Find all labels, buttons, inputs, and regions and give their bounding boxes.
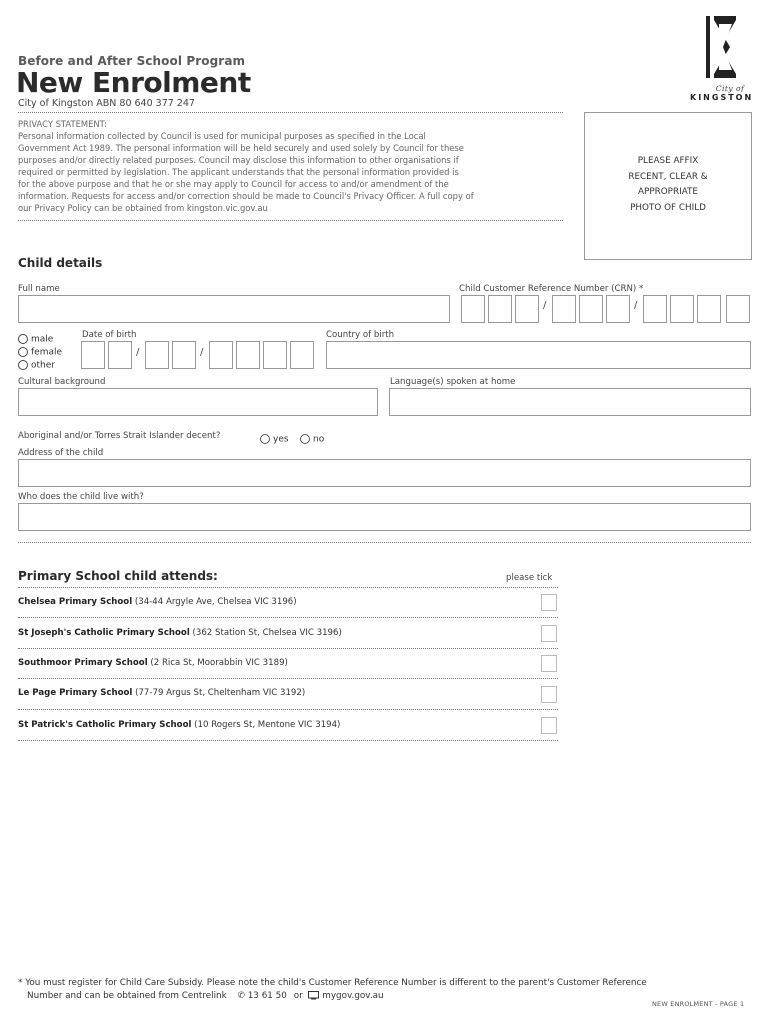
crn-digit-field[interactable] — [552, 295, 576, 323]
phone-number: 13 61 50 — [247, 991, 287, 1001]
gender-option-male[interactable]: male — [18, 329, 53, 348]
dob-digit-field[interactable] — [290, 341, 314, 369]
dob-digit-field[interactable] — [172, 341, 196, 369]
cultural-label: Cultural background — [18, 377, 106, 387]
lives-with-label: Who does the child live with? — [18, 492, 144, 502]
page-title: New Enrolment — [16, 66, 251, 99]
privacy-line: Personal information collected by Council is used for municipal purposes as specified in the Local — [18, 131, 426, 141]
crn-label: Child Customer Reference Number (CRN) * — [459, 284, 644, 294]
divider — [18, 617, 558, 618]
phone-icon: ✆ — [237, 991, 245, 1001]
crn-digit-field[interactable] — [643, 295, 667, 323]
page-number: NEW ENROLMENT - PAGE 1 — [652, 1000, 745, 1008]
program-name: Before and After School Program — [18, 54, 246, 68]
full-name-field[interactable] — [18, 295, 450, 323]
languages-field[interactable] — [389, 388, 751, 416]
footnote-line: Number and can be obtained from Centrelink ✆ 13 61 50 or mygov.gov.au — [27, 991, 384, 1001]
crn-separator: / — [543, 300, 547, 311]
school-tick-checkbox[interactable] — [541, 717, 557, 734]
dob-label: Date of birth — [82, 330, 137, 340]
dob-digit-field[interactable] — [236, 341, 260, 369]
privacy-line: purposes and/or directly related purposes. Council may disclose this information to other organisations if — [18, 155, 459, 165]
school-item: Chelsea Primary School (34-44 Argyle Ave, Chelsea VIC 3196) — [18, 597, 297, 607]
school-item: St Joseph's Catholic Primary School (362 Station St, Chelsea VIC 3196) — [18, 628, 342, 638]
divider — [18, 709, 558, 710]
full-name-label: Full name — [18, 284, 60, 294]
council-abn: City of Kingston ABN 80 640 377 247 — [18, 98, 195, 109]
dob-digit-field[interactable] — [108, 341, 132, 369]
divider — [18, 112, 563, 113]
photo-box — [584, 112, 752, 260]
dob-digit-field[interactable] — [145, 341, 169, 369]
dob-separator: / — [136, 347, 140, 358]
photo-instruction-line: PLEASE AFFIX — [637, 156, 699, 166]
divider — [18, 648, 558, 649]
divider — [18, 587, 558, 588]
dob-digit-field[interactable] — [81, 341, 105, 369]
cultural-background-field[interactable] — [18, 388, 378, 416]
address-field[interactable] — [18, 459, 751, 487]
radio-icon[interactable] — [300, 434, 310, 444]
languages-label: Language(s) spoken at home — [390, 377, 516, 387]
child-details-heading: Child details — [18, 256, 103, 270]
gender-option-other[interactable]: other — [18, 355, 55, 374]
crn-digit-field[interactable] — [488, 295, 512, 323]
school-item: St Patrick's Catholic Primary School (10 Rogers St, Mentone VIC 3194) — [18, 720, 341, 730]
divider — [18, 542, 751, 543]
country-of-birth-field[interactable] — [326, 341, 751, 369]
computer-icon — [308, 991, 319, 1000]
footnote-line: * You must register for Child Care Subsidy. Please note the child's Customer Reference Number is different to the parent's Customer Reference — [18, 978, 647, 988]
radio-icon[interactable] — [18, 360, 28, 370]
divider — [18, 220, 563, 221]
school-item: Southmoor Primary School (2 Rica St, Moorabbin VIC 3189) — [18, 658, 288, 668]
country-label: Country of birth — [326, 330, 395, 340]
crn-digit-field[interactable] — [606, 295, 630, 323]
school-tick-checkbox[interactable] — [541, 686, 557, 703]
gender-option-female[interactable]: female — [18, 342, 62, 361]
school-tick-checkbox[interactable] — [541, 594, 557, 611]
please-tick-label: please tick — [506, 573, 553, 583]
address-label: Address of the child — [18, 448, 104, 458]
school-tick-checkbox[interactable] — [541, 625, 557, 642]
radio-icon[interactable] — [260, 434, 270, 444]
dob-digit-field[interactable] — [263, 341, 287, 369]
crn-separator: / — [634, 300, 638, 311]
school-item: Le Page Primary School (77-79 Argus St, Cheltenham VIC 3192) — [18, 688, 306, 698]
privacy-line: required or permitted by legislation. The applicant understands that the personal information provided is — [18, 167, 459, 177]
aboriginal-no-option[interactable]: no — [300, 429, 324, 448]
privacy-heading: PRIVACY STATEMENT: — [18, 119, 107, 129]
crn-digit-field[interactable] — [515, 295, 539, 323]
dob-separator: / — [200, 347, 204, 358]
aboriginal-yes-option[interactable]: yes — [260, 429, 289, 448]
divider — [18, 678, 558, 679]
crn-digit-field[interactable] — [579, 295, 603, 323]
privacy-statement — [18, 118, 563, 214]
divider — [18, 740, 558, 741]
footnote — [18, 977, 748, 1003]
crn-digit-field[interactable] — [726, 295, 750, 323]
photo-instruction-line: APPROPRIATE — [638, 187, 698, 197]
crn-digit-field[interactable] — [670, 295, 694, 323]
photo-instruction-line: PHOTO OF CHILD — [630, 202, 706, 213]
lives-with-field[interactable] — [18, 503, 751, 531]
logo-city-of: City of — [715, 84, 745, 93]
dob-digit-field[interactable] — [209, 341, 233, 369]
logo-name: KINGSTON — [690, 93, 754, 102]
privacy-line: our Privacy Policy can be obtained from kingston.vic.gov.au — [18, 203, 268, 213]
crn-digit-field[interactable] — [697, 295, 721, 323]
photo-instruction-line: RECENT, CLEAR & — [628, 171, 708, 182]
school-tick-checkbox[interactable] — [541, 655, 557, 672]
crn-digit-field[interactable] — [461, 295, 485, 323]
privacy-line: information. Requests for access and/or correction should be made to Council's Privacy Officer. A full copy of — [18, 191, 474, 201]
aboriginal-label: Aboriginal and/or Torres Strait Islander decent? — [18, 431, 221, 441]
privacy-line: for the above purpose and that he or she may apply to Council for access to and/or amendment of the — [18, 179, 449, 189]
website-link[interactable]: mygov.gov.au — [322, 991, 384, 1001]
privacy-line: Government Act 1989. The personal information will be held securely and used solely by Council for these — [18, 143, 464, 153]
schools-heading: Primary School child attends: — [18, 569, 218, 583]
